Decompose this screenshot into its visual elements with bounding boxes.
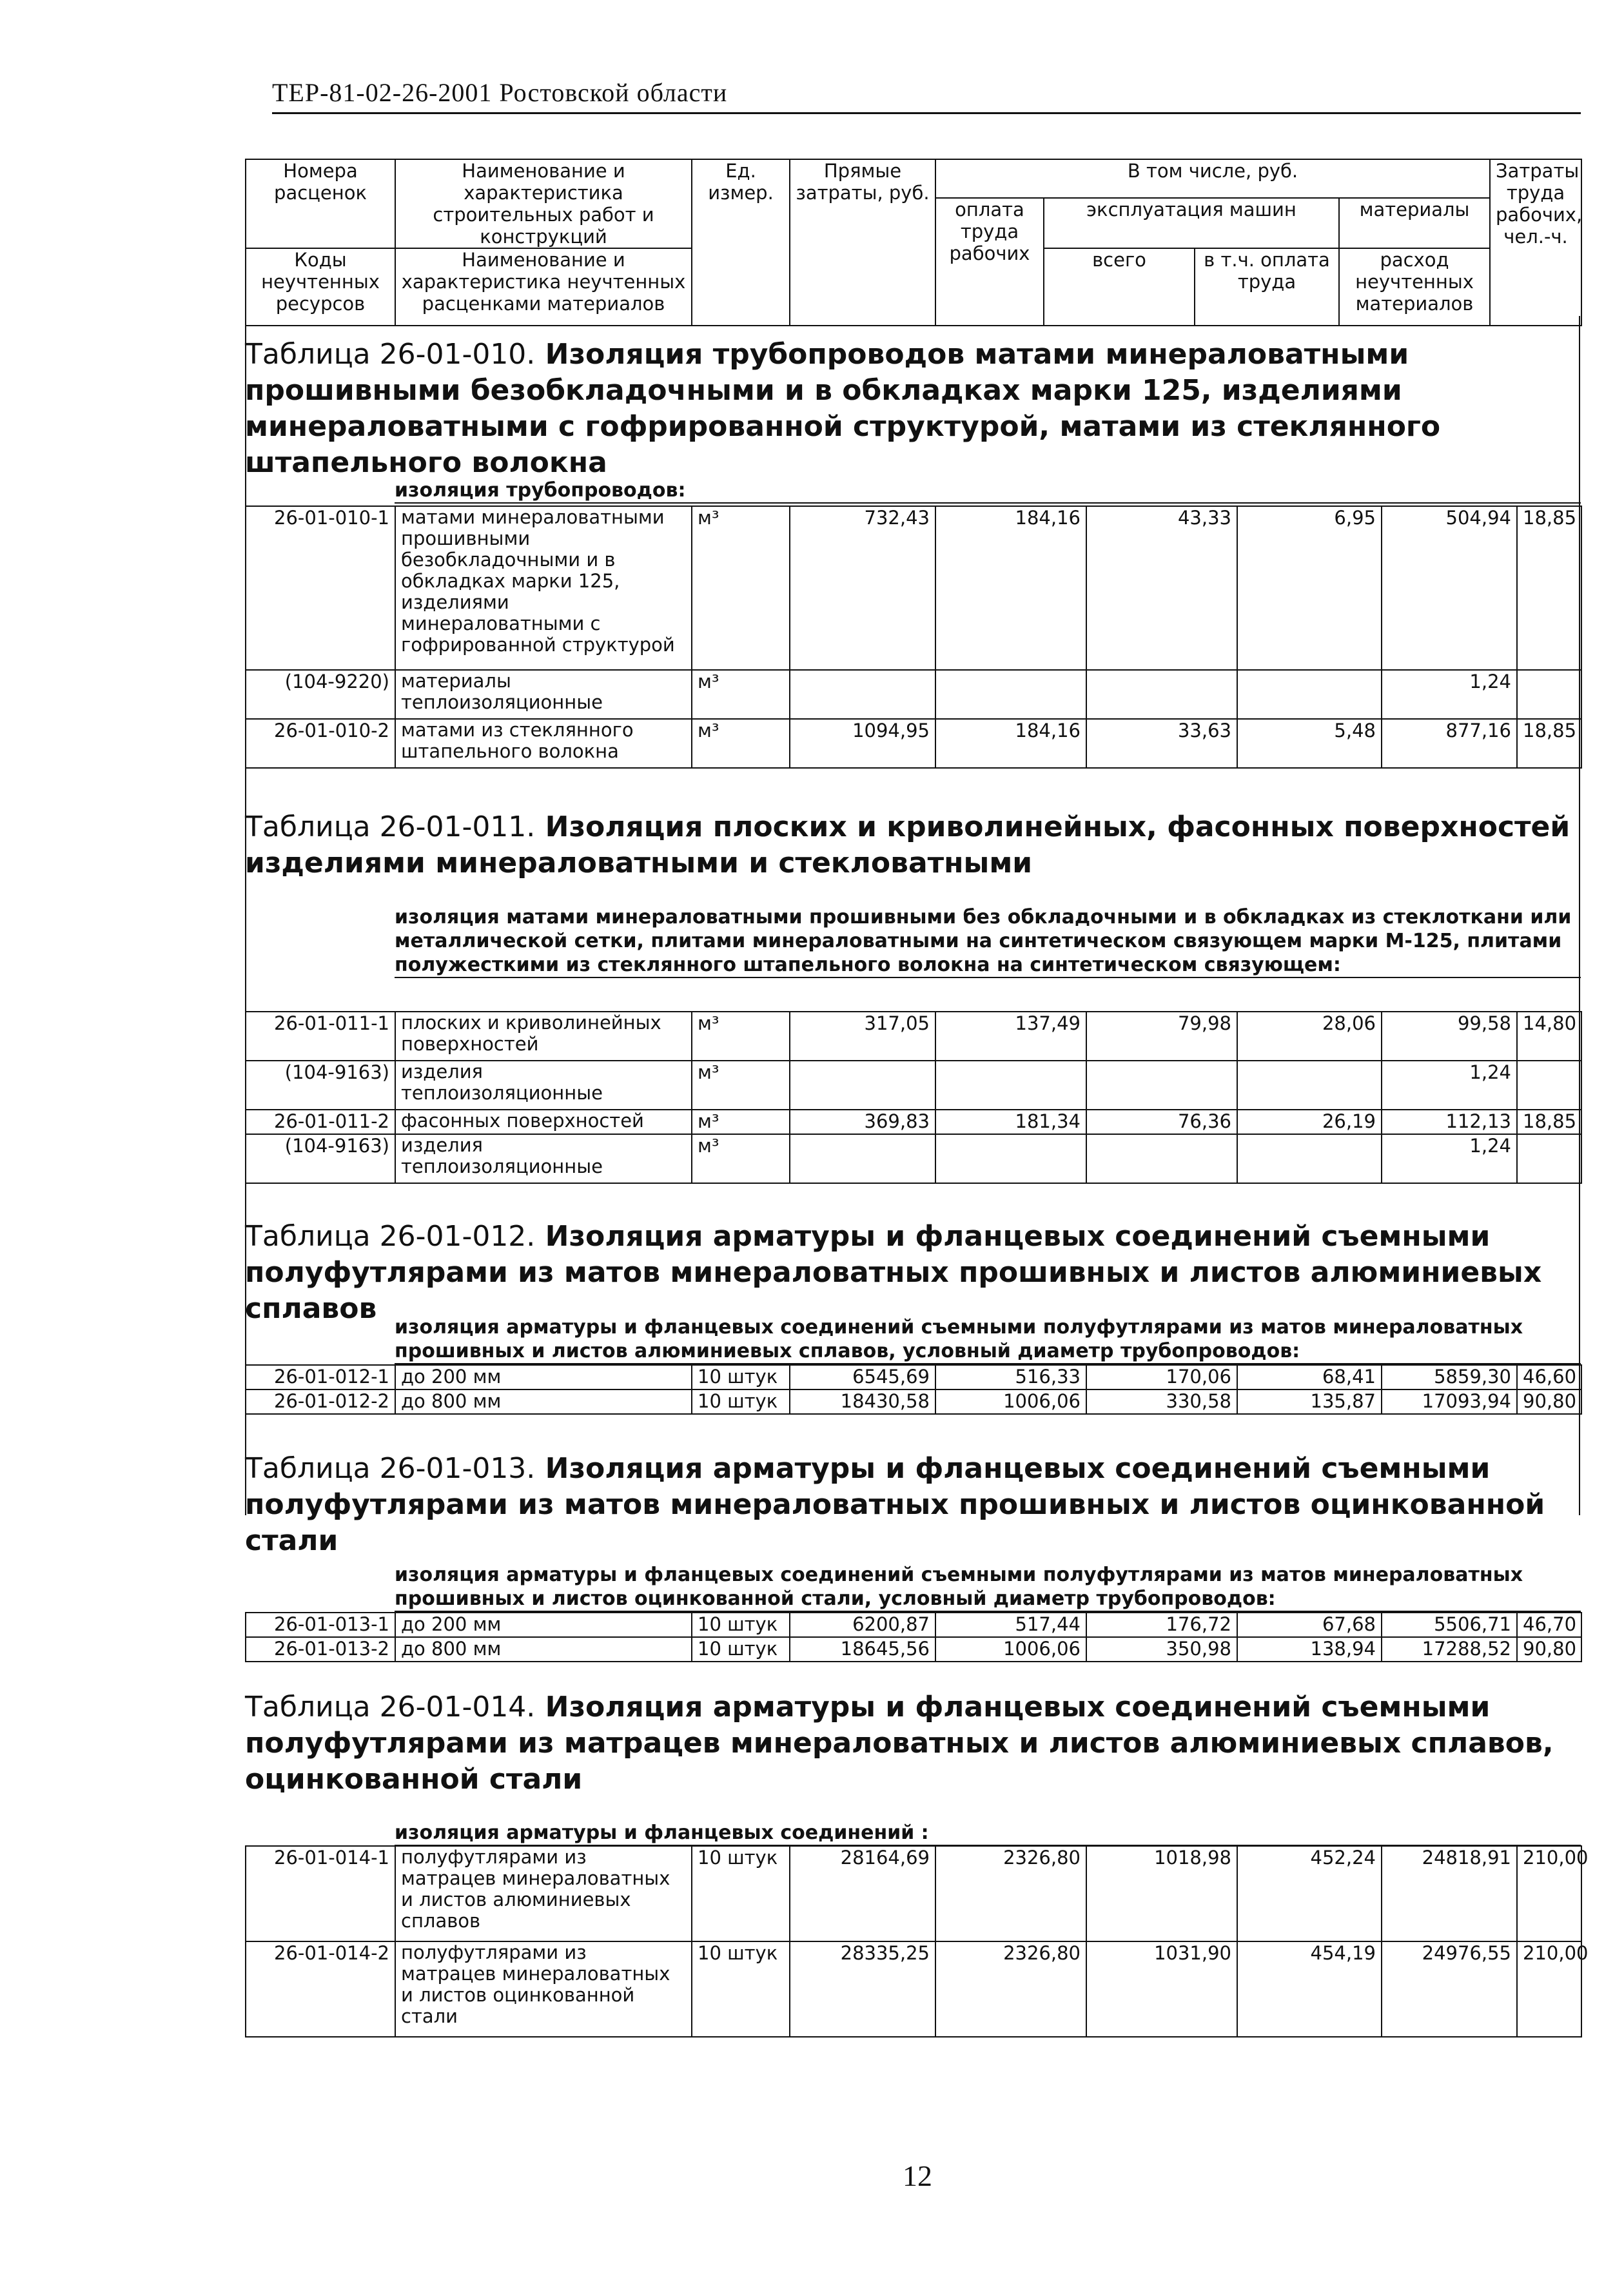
section-label: Таблица 26-01-013. bbox=[245, 1452, 536, 1485]
row-unit: 10 штук bbox=[692, 1637, 790, 1662]
row-code: (104-9163) bbox=[246, 1061, 395, 1110]
header-including: В том числе, руб. bbox=[935, 159, 1490, 198]
row-materials: 1,24 bbox=[1382, 1134, 1517, 1183]
row-name: до 200 мм bbox=[395, 1613, 692, 1637]
header-unit: Ед. измер. bbox=[692, 159, 790, 326]
row-hours: 18,85 bbox=[1517, 506, 1581, 670]
row-direct: 369,83 bbox=[790, 1110, 935, 1134]
row-machines: 33,63 bbox=[1086, 719, 1237, 768]
row-name: изделия теплоизоляционные bbox=[395, 1061, 692, 1110]
row-code: (104-9220) bbox=[246, 670, 395, 719]
row-code: 26-01-012-1 bbox=[246, 1365, 395, 1389]
row-materials: 17093,94 bbox=[1382, 1389, 1517, 1414]
table-26-01-012 bbox=[245, 1364, 1582, 1415]
row-machines-labor bbox=[1237, 1134, 1382, 1183]
table-26-01-013 bbox=[245, 1612, 1582, 1662]
row-hours: 18,85 bbox=[1517, 719, 1581, 768]
table-26-01-010 bbox=[245, 506, 1582, 769]
table-row bbox=[246, 1134, 1581, 1183]
row-machines-labor bbox=[1237, 670, 1382, 719]
row-unit: м³ bbox=[692, 506, 790, 670]
section-title-011 bbox=[245, 809, 1580, 881]
table-row bbox=[246, 1389, 1581, 1414]
row-materials: 1,24 bbox=[1382, 670, 1517, 719]
row-unit: 10 штук bbox=[692, 1365, 790, 1389]
row-labor: 2326,80 bbox=[935, 1846, 1086, 1941]
section-heading: Изоляция арматуры и фланцевых соединений съемными полуфутлярами из матрацев минераловатных и листов алюминиевых сплавов, оцинкованной стали bbox=[245, 1691, 1554, 1796]
header-name-bottom: Наименование и характеристика неучтенных расценками материалов bbox=[395, 248, 692, 326]
table-row bbox=[246, 1012, 1581, 1061]
row-labor: 184,16 bbox=[935, 506, 1086, 670]
row-machines bbox=[1086, 670, 1237, 719]
section-heading: Изоляция арматуры и фланцевых соединений съемными полуфутлярами из матов минераловатных прошивных и листов оцинкованной стали bbox=[245, 1452, 1545, 1557]
row-materials: 17288,52 bbox=[1382, 1637, 1517, 1662]
row-direct: 28164,69 bbox=[790, 1846, 935, 1941]
document-header: ТЕР-81-02-26-2001 Ростовской области bbox=[272, 78, 728, 107]
row-direct bbox=[790, 670, 935, 719]
row-labor bbox=[935, 1061, 1086, 1110]
header-materials: материалы bbox=[1339, 198, 1490, 248]
row-hours: 46,70 bbox=[1517, 1613, 1581, 1637]
row-labor: 517,44 bbox=[935, 1613, 1086, 1637]
row-name: изделия теплоизоляционные bbox=[395, 1134, 692, 1183]
row-code: 26-01-011-1 bbox=[246, 1012, 395, 1061]
section-title-014 bbox=[245, 1689, 1580, 1798]
row-materials: 877,16 bbox=[1382, 719, 1517, 768]
row-machines-labor: 454,19 bbox=[1237, 1941, 1382, 2037]
table-row bbox=[246, 1613, 1581, 1637]
row-code: 26-01-013-1 bbox=[246, 1613, 395, 1637]
row-labor: 1006,06 bbox=[935, 1389, 1086, 1414]
row-direct bbox=[790, 1134, 935, 1183]
section-label: Таблица 26-01-011. bbox=[245, 810, 536, 843]
row-hours: 46,60 bbox=[1517, 1365, 1581, 1389]
header-labor-hours: Затраты труда рабочих, чел.-ч. bbox=[1490, 159, 1581, 326]
row-hours: 14,80 bbox=[1517, 1012, 1581, 1061]
row-machines-labor: 67,68 bbox=[1237, 1613, 1382, 1637]
section-heading: Изоляция трубопроводов матами минераловатными прошивными безобкладочными и в обкладках марки 125, изделиями минераловатными с гофрированной структурой, матами из стеклянного штапельного волокна bbox=[245, 338, 1441, 479]
row-hours bbox=[1517, 1061, 1581, 1110]
row-unit: м³ bbox=[692, 1012, 790, 1061]
row-code: 26-01-012-2 bbox=[246, 1389, 395, 1414]
row-machines-labor: 5,48 bbox=[1237, 719, 1382, 768]
row-labor: 516,33 bbox=[935, 1365, 1086, 1389]
row-name: плоских и криволинейных поверхностей bbox=[395, 1012, 692, 1061]
row-machines: 1018,98 bbox=[1086, 1846, 1237, 1941]
group-header-010: изоляция трубопроводов: bbox=[395, 478, 1581, 504]
row-labor: 181,34 bbox=[935, 1110, 1086, 1134]
page-number: 12 bbox=[903, 2159, 932, 2192]
group-header-013: изоляция арматуры и фланцевых соединений съемными полуфутлярами из матов минераловатных прошивных и листов оцинкованной стали, условный диаметр трубопроводов: bbox=[395, 1563, 1581, 1612]
table-row bbox=[246, 1941, 1581, 2037]
row-machines bbox=[1086, 1134, 1237, 1183]
table-row bbox=[246, 670, 1581, 719]
row-machines: 1031,90 bbox=[1086, 1941, 1237, 2037]
row-direct: 18645,56 bbox=[790, 1637, 935, 1662]
row-unit: м³ bbox=[692, 1134, 790, 1183]
row-unit: м³ bbox=[692, 1061, 790, 1110]
table-row bbox=[246, 1365, 1581, 1389]
row-direct: 6545,69 bbox=[790, 1365, 935, 1389]
header-direct-costs: Прямые затраты, руб. bbox=[790, 159, 935, 326]
row-code: 26-01-014-2 bbox=[246, 1941, 395, 2037]
row-machines: 330,58 bbox=[1086, 1389, 1237, 1414]
table-26-01-011 bbox=[245, 1011, 1582, 1184]
row-name: до 800 мм bbox=[395, 1637, 692, 1662]
row-direct: 317,05 bbox=[790, 1012, 935, 1061]
row-hours: 90,80 bbox=[1517, 1637, 1581, 1662]
row-unit: 10 штук bbox=[692, 1846, 790, 1941]
row-machines: 43,33 bbox=[1086, 506, 1237, 670]
row-direct bbox=[790, 1061, 935, 1110]
header-machines-labor: в т.ч. оплата труда bbox=[1195, 248, 1339, 326]
row-machines-labor: 6,95 bbox=[1237, 506, 1382, 670]
row-machines: 350,98 bbox=[1086, 1637, 1237, 1662]
row-machines-labor bbox=[1237, 1061, 1382, 1110]
row-name: до 200 мм bbox=[395, 1365, 692, 1389]
row-labor: 184,16 bbox=[935, 719, 1086, 768]
row-machines-labor: 68,41 bbox=[1237, 1365, 1382, 1389]
row-labor bbox=[935, 1134, 1086, 1183]
row-unit: м³ bbox=[692, 1110, 790, 1134]
row-labor: 137,49 bbox=[935, 1012, 1086, 1061]
row-labor bbox=[935, 670, 1086, 719]
row-hours bbox=[1517, 670, 1581, 719]
row-unit: м³ bbox=[692, 719, 790, 768]
header-codes-top: Номера расценок bbox=[246, 159, 395, 248]
row-hours bbox=[1517, 1134, 1581, 1183]
row-direct: 28335,25 bbox=[790, 1941, 935, 2037]
row-hours: 210,00 bbox=[1517, 1846, 1581, 1941]
row-materials: 24818,91 bbox=[1382, 1846, 1517, 1941]
table-26-01-014 bbox=[245, 1845, 1589, 2037]
row-materials: 1,24 bbox=[1382, 1061, 1517, 1110]
section-title-010 bbox=[245, 337, 1580, 481]
row-direct: 6200,87 bbox=[790, 1613, 935, 1637]
row-machines: 76,36 bbox=[1086, 1110, 1237, 1134]
row-code: 26-01-010-1 bbox=[246, 506, 395, 670]
row-direct: 18430,58 bbox=[790, 1389, 935, 1414]
header-rule bbox=[272, 112, 1581, 114]
header-name-top: Наименование и характеристика строительных работ и конструкций bbox=[395, 159, 692, 248]
row-materials: 5506,71 bbox=[1382, 1613, 1517, 1637]
row-direct: 1094,95 bbox=[790, 719, 935, 768]
section-heading: Изоляция плоских и криволинейных, фасонных поверхностей изделиями минераловатными и стекловатными bbox=[245, 810, 1570, 879]
row-name: материалы теплоизоляционные bbox=[395, 670, 692, 719]
row-hours: 210,00 bbox=[1517, 1941, 1581, 2037]
row-machines-labor: 26,19 bbox=[1237, 1110, 1382, 1134]
row-materials: 99,58 bbox=[1382, 1012, 1517, 1061]
header-codes-bottom: Коды неучтенных ресурсов bbox=[246, 248, 395, 326]
row-name: матами минераловатными прошивными безобкладочными и в обкладках марки 125, изделиями минераловатными с гофрированной структурой bbox=[395, 506, 692, 670]
row-code: 26-01-011-2 bbox=[246, 1110, 395, 1134]
row-unit: 10 штук bbox=[692, 1941, 790, 2037]
row-machines: 170,06 bbox=[1086, 1365, 1237, 1389]
row-materials: 5859,30 bbox=[1382, 1365, 1517, 1389]
group-header-014: изоляция арматуры и фланцевых соединений : bbox=[395, 1821, 1581, 1846]
row-code: (104-9163) bbox=[246, 1134, 395, 1183]
header-machines: эксплуатация машин bbox=[1044, 198, 1339, 248]
row-unit: 10 штук bbox=[692, 1613, 790, 1637]
group-header-012: изоляция арматуры и фланцевых соединений съемными полуфутлярами из матов минераловатных прошивных и листов алюминиевых сплавов, условный диаметр трубопроводов: bbox=[395, 1315, 1581, 1364]
row-name: полуфутлярами из матрацев минераловатных и листов оцинкованной стали bbox=[395, 1941, 692, 2037]
row-name: до 800 мм bbox=[395, 1389, 692, 1414]
row-name: матами из стеклянного штапельного волокна bbox=[395, 719, 692, 768]
row-code: 26-01-014-1 bbox=[246, 1846, 395, 1941]
table-row bbox=[246, 506, 1581, 670]
row-labor: 1006,06 bbox=[935, 1637, 1086, 1662]
row-code: 26-01-010-2 bbox=[246, 719, 395, 768]
row-machines-labor: 28,06 bbox=[1237, 1012, 1382, 1061]
row-unit: м³ bbox=[692, 670, 790, 719]
row-hours: 90,80 bbox=[1517, 1389, 1581, 1414]
section-label: Таблица 26-01-010. bbox=[245, 338, 536, 371]
row-machines-labor: 138,94 bbox=[1237, 1637, 1382, 1662]
column-header-table bbox=[245, 159, 1582, 326]
header-machines-total: всего bbox=[1044, 248, 1195, 326]
section-title-013 bbox=[245, 1451, 1580, 1559]
table-row bbox=[246, 1061, 1581, 1110]
row-machines: 79,98 bbox=[1086, 1012, 1237, 1061]
section-label: Таблица 26-01-012. bbox=[245, 1220, 536, 1253]
row-materials: 24976,55 bbox=[1382, 1941, 1517, 2037]
row-machines: 176,72 bbox=[1086, 1613, 1237, 1637]
table-row bbox=[246, 1637, 1581, 1662]
row-machines-labor: 452,24 bbox=[1237, 1846, 1382, 1941]
row-name: полуфутлярами из матрацев минераловатных и листов алюминиевых сплавов bbox=[395, 1846, 692, 1941]
table-row bbox=[246, 719, 1581, 768]
row-direct: 732,43 bbox=[790, 506, 935, 670]
row-machines bbox=[1086, 1061, 1237, 1110]
section-title-012 bbox=[245, 1219, 1580, 1327]
section-heading: Изоляция арматуры и фланцевых соединений съемными полуфутлярами из матов минераловатных прошивных и листов алюминиевых сплавов bbox=[245, 1220, 1542, 1325]
table-row bbox=[246, 1846, 1581, 1941]
header-materials-unaccounted: расход неучтенных материалов bbox=[1339, 248, 1490, 326]
row-hours: 18,85 bbox=[1517, 1110, 1581, 1134]
group-header-011: изоляция матами минераловатными прошивными без обкладочными и в обкладках из стеклоткани или металлической сетки, плитами минераловатными на синтетическом связующем марки М-125, плитами полужесткими из стеклянного штапельного волокна на синтетическом связующем: bbox=[395, 905, 1581, 978]
table-row bbox=[246, 1110, 1581, 1134]
row-materials: 504,94 bbox=[1382, 506, 1517, 670]
row-name: фасонных поверхностей bbox=[395, 1110, 692, 1134]
header-labor-pay: оплата труда рабочих bbox=[935, 198, 1044, 326]
row-unit: 10 штук bbox=[692, 1389, 790, 1414]
row-machines-labor: 135,87 bbox=[1237, 1389, 1382, 1414]
row-labor: 2326,80 bbox=[935, 1941, 1086, 2037]
row-materials: 112,13 bbox=[1382, 1110, 1517, 1134]
row-code: 26-01-013-2 bbox=[246, 1637, 395, 1662]
section-label: Таблица 26-01-014. bbox=[245, 1691, 536, 1723]
